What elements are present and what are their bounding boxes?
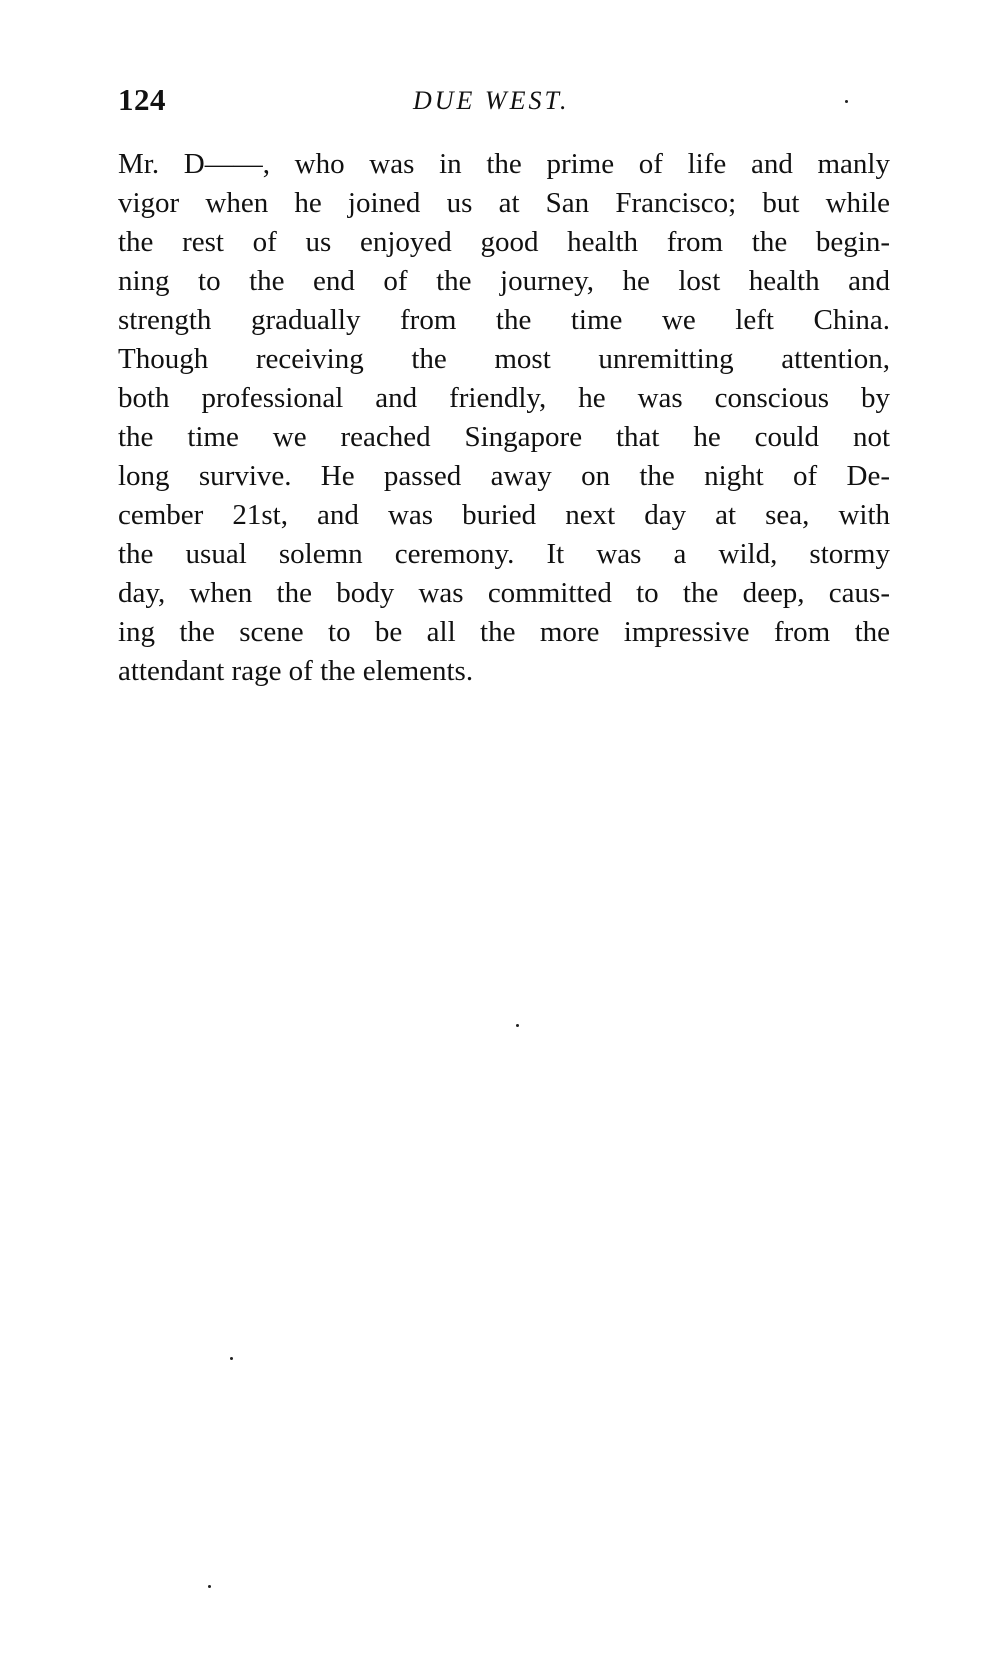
ink-speck [230, 1357, 233, 1360]
body-paragraph [118, 145, 890, 691]
text-line: the rest of us enjoyed good health from the begin- [118, 226, 890, 258]
text-line: day, when the body was committed to the deep, caus- [118, 577, 890, 609]
ink-speck [208, 1585, 211, 1588]
text-line: Mr. D——, who was in the prime of life and manly [118, 148, 890, 180]
ink-speck [516, 1024, 519, 1027]
text-line: attendant rage of the elements. [118, 655, 474, 687]
text-line: strength gradually from the time we left China. [118, 304, 890, 336]
text-line: both professional and friendly, he was conscious by [118, 382, 890, 414]
text-line: vigor when he joined us at San Francisco; but while [118, 187, 890, 219]
text-line: Though receiving the most unremitting attention, [118, 343, 890, 375]
text-line: the usual solemn ceremony. It was a wild, stormy [118, 538, 890, 570]
page-header [118, 82, 888, 122]
text-line: ing the scene to be all the more impressive from the [118, 616, 890, 648]
text-line: long survive. He passed away on the night of De- [118, 460, 890, 492]
text-line: cember 21st, and was buried next day at sea, with [118, 499, 890, 531]
text-line: the time we reached Singapore that he could not [118, 421, 890, 453]
running-head: DUE WEST. [413, 86, 570, 115]
ink-speck [845, 100, 848, 103]
page-number: 124 [118, 82, 166, 117]
text-line: ning to the end of the journey, he lost health and [118, 265, 890, 297]
